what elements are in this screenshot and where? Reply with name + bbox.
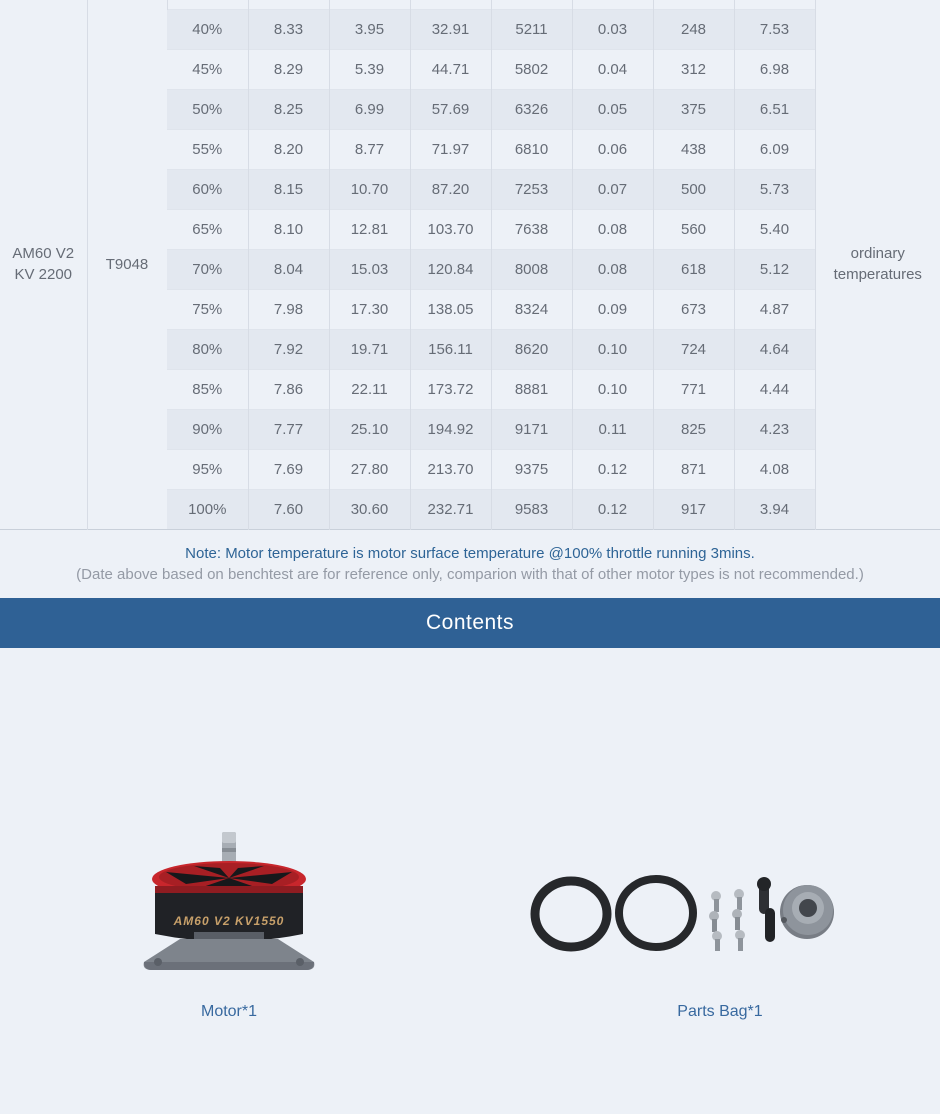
spec-cell-thrust: 560 xyxy=(653,209,734,249)
spec-cell-rpm: 5802 xyxy=(491,49,572,89)
spec-cell-torque: 0.06 xyxy=(572,129,653,169)
motor-spec-table xyxy=(0,0,940,530)
spec-cell-efficiency: 4.08 xyxy=(734,449,815,489)
spec-cell-current: 27.80 xyxy=(329,449,410,489)
spec-cell-partial xyxy=(329,0,410,9)
spec-cell-rpm: 8881 xyxy=(491,369,572,409)
spec-cell-torque: 0.05 xyxy=(572,89,653,129)
spec-cell-current: 15.03 xyxy=(329,249,410,289)
spec-cell-thrust: 500 xyxy=(653,169,734,209)
spec-cell-throttle: 50% xyxy=(167,89,248,129)
spec-cell-power: 44.71 xyxy=(410,49,491,89)
screw-set xyxy=(732,889,745,951)
spec-cell-power: 156.11 xyxy=(410,329,491,369)
spec-cell-efficiency: 6.98 xyxy=(734,49,815,89)
motor-label: Motor*1 xyxy=(200,1002,258,1020)
spec-cell-partial xyxy=(167,0,248,9)
spec-cell-efficiency: 6.09 xyxy=(734,129,815,169)
spec-cell-thrust: 825 xyxy=(653,409,734,449)
spec-cell-torque: 0.07 xyxy=(572,169,653,209)
parts-bag-illustration xyxy=(513,856,845,968)
spec-cell-current: 22.11 xyxy=(329,369,410,409)
parts-bag-image xyxy=(513,856,845,968)
spec-cell-thrust: 771 xyxy=(653,369,734,409)
spec-cell-partial xyxy=(410,0,491,9)
spec-cell-thrust: 871 xyxy=(653,449,734,489)
spec-cell-efficiency: 7.53 xyxy=(734,9,815,49)
motor-shaft-tip xyxy=(222,832,236,843)
spec-cell-throttle: 90% xyxy=(167,409,248,449)
spec-cell-voltage: 8.15 xyxy=(248,169,329,209)
spec-cell-power: 71.97 xyxy=(410,129,491,169)
spec-cell-current: 17.30 xyxy=(329,289,410,329)
spec-cell-current: 19.71 xyxy=(329,329,410,369)
spec-cell-efficiency: 5.73 xyxy=(734,169,815,209)
spec-cell-torque: 0.12 xyxy=(572,489,653,529)
spec-cell-current: 10.70 xyxy=(329,169,410,209)
spec-cell-voltage: 7.92 xyxy=(248,329,329,369)
spec-cell-efficiency: 5.40 xyxy=(734,209,815,249)
spec-cell-voltage: 8.25 xyxy=(248,89,329,129)
spec-cell-throttle: 80% xyxy=(167,329,248,369)
motor-mount-base xyxy=(144,932,315,970)
black-screw-set xyxy=(757,877,775,942)
spec-cell-efficiency: 4.23 xyxy=(734,409,815,449)
motor-body-red-band xyxy=(155,886,303,893)
spec-cell-current: 5.39 xyxy=(329,49,410,89)
prop-adapter xyxy=(780,885,834,939)
spec-cell-voltage: 7.77 xyxy=(248,409,329,449)
spec-cell-torque: 0.08 xyxy=(572,209,653,249)
spec-cell-efficiency: 3.94 xyxy=(734,489,815,529)
spec-cell-throttle: 60% xyxy=(167,169,248,209)
spec-cell-power: 32.91 xyxy=(410,9,491,49)
spec-cell-throttle: 95% xyxy=(167,449,248,489)
spec-cell-power: 87.20 xyxy=(410,169,491,209)
spec-cell-partial xyxy=(653,0,734,9)
spec-cell-voltage: 8.33 xyxy=(248,9,329,49)
spec-cell-voltage: 7.98 xyxy=(248,289,329,329)
spec-cell-throttle: 70% xyxy=(167,249,248,289)
spec-cell-power: 120.84 xyxy=(410,249,491,289)
spec-cell-partial xyxy=(248,0,329,9)
spec-cell-thrust: 724 xyxy=(653,329,734,369)
spec-cell-rpm: 8620 xyxy=(491,329,572,369)
spec-cell-partial xyxy=(572,0,653,9)
spec-cell-current: 30.60 xyxy=(329,489,410,529)
contents-title: Contents xyxy=(425,610,515,634)
spec-cell-thrust: 312 xyxy=(653,49,734,89)
o-ring xyxy=(619,879,693,947)
spec-cell-current: 25.10 xyxy=(329,409,410,449)
spec-cell-rpm: 7253 xyxy=(491,169,572,209)
spec-cell-current: 12.81 xyxy=(329,209,410,249)
spec-cell-torque: 0.03 xyxy=(572,9,653,49)
spec-cell-thrust: 375 xyxy=(653,89,734,129)
spec-cell-torque: 0.10 xyxy=(572,329,653,369)
note-secondary: (Date above based on benchtest are for reference only, comparion with that of other motor types is not recommended.) xyxy=(76,565,864,583)
spec-cell-rpm: 8324 xyxy=(491,289,572,329)
spec-cell-partial xyxy=(734,0,815,9)
note-block xyxy=(0,530,940,598)
motor-print-text: AM60 V2 KV1550 xyxy=(173,913,285,928)
spec-cell-rpm: 9171 xyxy=(491,409,572,449)
spec-cell-torque: 0.11 xyxy=(572,409,653,449)
spec-cell-torque: 0.10 xyxy=(572,369,653,409)
spec-cell-efficiency: 5.12 xyxy=(734,249,815,289)
spec-cell-current: 6.99 xyxy=(329,89,410,129)
spec-cell-power: 173.72 xyxy=(410,369,491,409)
spec-cell-throttle: 55% xyxy=(167,129,248,169)
spec-cell-thrust: 438 xyxy=(653,129,734,169)
spec-cell-current: 8.77 xyxy=(329,129,410,169)
spec-cell-throttle: 45% xyxy=(167,49,248,89)
spec-cell-efficiency: 4.87 xyxy=(734,289,815,329)
spec-table-body xyxy=(0,0,940,529)
spec-cell-rpm: 8008 xyxy=(491,249,572,289)
spec-cell-throttle: 75% xyxy=(167,289,248,329)
motor-shaft-groove xyxy=(222,848,236,852)
spec-cell-rpm: 5211 xyxy=(491,9,572,49)
spec-cell-voltage: 8.29 xyxy=(248,49,329,89)
spec-cell-torque: 0.12 xyxy=(572,449,653,489)
spec-cell-rpm: 6326 xyxy=(491,89,572,129)
motor-illustration xyxy=(128,824,332,976)
spec-cell-voltage: 7.86 xyxy=(248,369,329,409)
spec-cell-torque: 0.09 xyxy=(572,289,653,329)
spec-cell-torque: 0.08 xyxy=(572,249,653,289)
spec-cell-voltage: 8.10 xyxy=(248,209,329,249)
spec-cell-partial xyxy=(491,0,572,9)
spec-cell-rpm: 7638 xyxy=(491,209,572,249)
spec-cell-efficiency: 4.64 xyxy=(734,329,815,369)
spec-cell-thrust: 673 xyxy=(653,289,734,329)
spec-cell-efficiency: 6.51 xyxy=(734,89,815,129)
spec-cell-power: 194.92 xyxy=(410,409,491,449)
motor-model-cell: AM60 V2 KV 2200 xyxy=(0,0,87,529)
spec-cell-thrust: 917 xyxy=(653,489,734,529)
o-ring xyxy=(535,881,607,947)
spec-cell-power: 57.69 xyxy=(410,89,491,129)
motor-image xyxy=(128,824,332,976)
spec-cell-voltage: 7.69 xyxy=(248,449,329,489)
contents-area xyxy=(0,648,940,1114)
spec-cell-throttle: 40% xyxy=(167,9,248,49)
screw-set xyxy=(709,891,722,951)
spec-cell-voltage: 8.04 xyxy=(248,249,329,289)
spec-cell-thrust: 248 xyxy=(653,9,734,49)
spec-cell-rpm: 6810 xyxy=(491,129,572,169)
temperature-cell: ordinary temperatures xyxy=(815,0,940,529)
spec-cell-efficiency: 4.44 xyxy=(734,369,815,409)
contents-banner xyxy=(0,598,940,648)
note-primary: Note: Motor temperature is motor surface temperature @100% throttle running 3mins. xyxy=(185,544,755,562)
spec-cell-rpm: 9375 xyxy=(491,449,572,489)
spec-cell-rpm: 9583 xyxy=(491,489,572,529)
propeller-cell: T9048 xyxy=(87,0,167,529)
spec-cell-throttle: 100% xyxy=(167,489,248,529)
spec-cell-torque: 0.04 xyxy=(572,49,653,89)
spec-cell-current: 3.95 xyxy=(329,9,410,49)
spec-cell-throttle: 85% xyxy=(167,369,248,409)
parts-bag-label: Parts Bag*1 xyxy=(677,1002,763,1020)
spec-row-partial xyxy=(0,0,940,9)
spec-cell-voltage: 8.20 xyxy=(248,129,329,169)
spec-cell-thrust: 618 xyxy=(653,249,734,289)
spec-cell-power: 213.70 xyxy=(410,449,491,489)
spec-cell-throttle: 65% xyxy=(167,209,248,249)
spec-cell-power: 138.05 xyxy=(410,289,491,329)
spec-cell-power: 103.70 xyxy=(410,209,491,249)
spec-cell-power: 232.71 xyxy=(410,489,491,529)
spec-cell-voltage: 7.60 xyxy=(248,489,329,529)
